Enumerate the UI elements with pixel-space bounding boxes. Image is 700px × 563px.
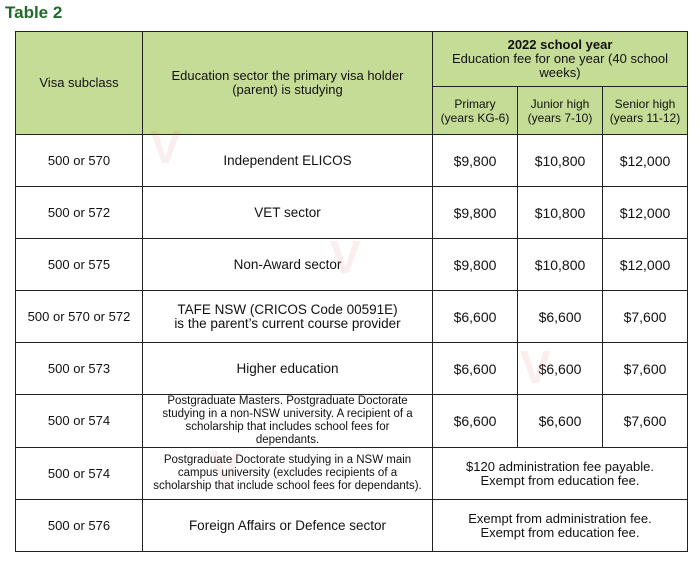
- senior-fee-cell: $7,600: [603, 343, 688, 395]
- watermark-mark: V: [520, 341, 551, 393]
- junior-high-years: (years 7-10): [527, 110, 593, 125]
- visa-cell: 500 or 573: [16, 343, 143, 395]
- junior-fee-cell: $10,800: [518, 135, 603, 187]
- senior-fee-cell: $12,000: [603, 239, 688, 291]
- header-row-1: [16, 32, 688, 87]
- table-row: [16, 343, 688, 395]
- senior-high-label: Senior high: [614, 96, 676, 111]
- watermark-mark: V: [330, 231, 361, 283]
- watermark-mark: V: [150, 121, 181, 173]
- junior-high-label: Junior high: [530, 96, 590, 111]
- visa-cell: 500 or 574: [16, 448, 143, 500]
- primary-fee-cell: $6,600: [433, 395, 518, 448]
- senior-fee-cell: $7,600: [603, 395, 688, 448]
- fee-note-line-2: Exempt from education fee.: [480, 524, 640, 540]
- primary-fee-cell: $6,600: [433, 291, 518, 343]
- table-row: [16, 187, 688, 239]
- visa-cell: 500 or 572: [16, 187, 143, 239]
- table-row: [16, 291, 688, 343]
- table-row: [16, 135, 688, 187]
- education-sector-header: Education sector the primary visa holder (parent) is studying: [143, 32, 433, 135]
- sector-cell: Foreign Affairs or Defence sector: [143, 500, 433, 552]
- table-title: Table 2: [5, 3, 63, 22]
- visa-cell: 500 or 570 or 572: [16, 291, 143, 343]
- table-row: [16, 395, 688, 448]
- sector-line-1: TAFE NSW (CRICOS Code 00591E): [177, 301, 398, 317]
- sector-cell: Postgraduate Doctorate studying in a NSW main campus university (excludes recipients of a scholarship that include school fees for dependants).: [143, 448, 433, 500]
- sector-cell: Non-Award sector: [143, 239, 433, 291]
- table-row: [16, 448, 688, 500]
- sector-cell: Independent ELICOS: [143, 135, 433, 187]
- junior-fee-cell: $6,600: [518, 291, 603, 343]
- junior-fee-cell: $6,600: [518, 395, 603, 448]
- primary-fee-cell: $9,800: [433, 239, 518, 291]
- watermark-mark: V: [210, 441, 241, 493]
- senior-fee-cell: $12,000: [603, 187, 688, 239]
- senior-high-years: (years 11-12): [609, 110, 681, 125]
- sector-cell: Postgraduate Masters. Postgraduate Doctorate studying in a non-NSW university. A recipient of a scholarship that includes school fees for dependants.: [143, 395, 433, 448]
- table-row: [16, 239, 688, 291]
- fee-description: Education fee for one year (40 school weeks): [451, 51, 669, 80]
- primary-years: (years KG-6): [440, 110, 510, 125]
- visa-cell: 500 or 575: [16, 239, 143, 291]
- senior-high-header: [603, 87, 688, 135]
- junior-fee-cell: $10,800: [518, 187, 603, 239]
- visa-subclass-header: Visa subclass: [16, 32, 143, 135]
- junior-fee-cell: $6,600: [518, 343, 603, 395]
- visa-cell: 500 or 576: [16, 500, 143, 552]
- sector-cell: VET sector: [143, 187, 433, 239]
- school-year-label: 2022 school year: [507, 37, 613, 52]
- visa-cell: 500 or 570: [16, 135, 143, 187]
- primary-label: Primary: [454, 96, 496, 111]
- senior-fee-cell: $7,600: [603, 291, 688, 343]
- fee-note-line-1: $120 administration fee payable.: [466, 458, 654, 474]
- sector-line-2: is the parent’s current course provider: [174, 315, 401, 331]
- junior-high-header: [518, 87, 603, 135]
- fee-note-line-2: Exempt from education fee.: [480, 472, 640, 488]
- primary-header: [433, 87, 518, 135]
- sector-cell: [143, 291, 433, 343]
- junior-fee-cell: $10,800: [518, 239, 603, 291]
- education-fee-table: [15, 31, 688, 552]
- visa-cell: 500 or 574: [16, 395, 143, 448]
- fee-note-line-1: Exempt from administration fee.: [468, 510, 652, 526]
- fee-note-cell: [433, 448, 688, 500]
- senior-fee-cell: $12,000: [603, 135, 688, 187]
- school-year-header: [433, 32, 688, 87]
- fee-note-cell: [433, 500, 688, 552]
- primary-fee-cell: $6,600: [433, 343, 518, 395]
- sector-cell: Higher education: [143, 343, 433, 395]
- primary-fee-cell: $9,800: [433, 135, 518, 187]
- table-row: [16, 500, 688, 552]
- primary-fee-cell: $9,800: [433, 187, 518, 239]
